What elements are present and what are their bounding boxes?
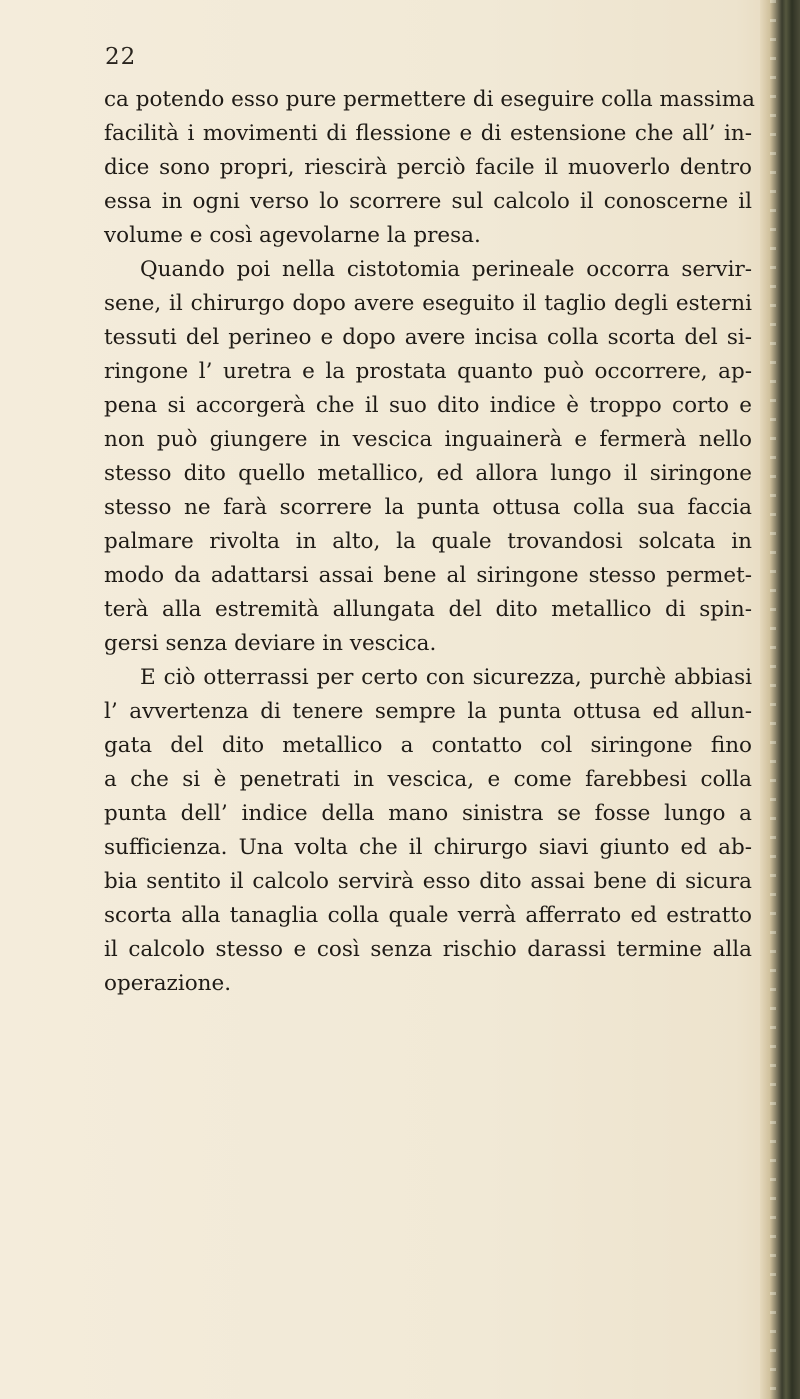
- text-line: sufficienza. Una volta che il chirurgo siavi giunto ed ab-: [104, 835, 752, 860]
- text-line: sene, il chirurgo dopo avere eseguito il taglio degli esterni: [104, 291, 752, 316]
- text-line: stesso dito quello metallico, ed allora lungo il siringone: [104, 461, 752, 486]
- text-line: l’ avvertenza di tenere sempre la punta ottusa ed allun-: [104, 699, 752, 724]
- text-line: gersi senza deviare in vescica.: [104, 631, 437, 656]
- text-line: ca potendo esso pure permettere di eseguire colla massima: [104, 87, 755, 112]
- text-line: scorta alla tanaglia colla quale verrà afferrato ed estratto: [104, 903, 752, 928]
- text-line: stesso ne farà scorrere la punta ottusa colla sua faccia: [104, 495, 752, 520]
- text-line: modo da adattarsi assai bene al siringone stesso permet-: [104, 563, 752, 588]
- text-line: gata del dito metallico a contatto col siringone fino: [104, 733, 752, 758]
- text-line: ringone l’ uretra e la prostata quanto può occorrere, ap-: [104, 359, 752, 384]
- book-binding-edge: [760, 0, 800, 1399]
- text-line: operazione.: [104, 971, 232, 996]
- text-line: a che si è penetrati in vescica, e come farebbesi colla: [104, 767, 752, 792]
- text-line: essa in ogni verso lo scorrere sul calcolo il conoscerne il: [104, 189, 752, 214]
- text-line: non può giungere in vescica inguainerà e fermerà nello: [104, 427, 752, 452]
- page-number: 22: [105, 44, 137, 70]
- text-line: Quando poi nella cistotomia perineale occorra servir-: [140, 257, 752, 282]
- text-line: bia sentito il calcolo servirà esso dito assai bene di sicura: [104, 869, 752, 894]
- text-line: punta dell’ indice della mano sinistra se fosse lungo a: [104, 801, 752, 826]
- text-line: E ciò otterrassi per certo con sicurezza, purchè abbiasi: [140, 665, 752, 690]
- text-line: facilità i movimenti di flessione e di estensione che all’ in-: [104, 121, 752, 146]
- text-line: palmare rivolta in alto, la quale trovandosi solcata in: [104, 529, 752, 554]
- text-line: tessuti del perineo e dopo avere incisa colla scorta del si-: [104, 325, 752, 350]
- body-text: [104, 83, 755, 1001]
- text-line: il calcolo stesso e così senza rischio darassi termine alla: [104, 937, 752, 962]
- text-line: pena si accorgerà che il suo dito indice è troppo corto e: [104, 393, 752, 418]
- text-line: volume e così agevolarne la presa.: [104, 223, 481, 248]
- text-line: dice sono propri, riescirà perciò facile il muoverlo dentro: [104, 155, 752, 180]
- text-line: terà alla estremità allungata del dito metallico di spin-: [104, 597, 752, 622]
